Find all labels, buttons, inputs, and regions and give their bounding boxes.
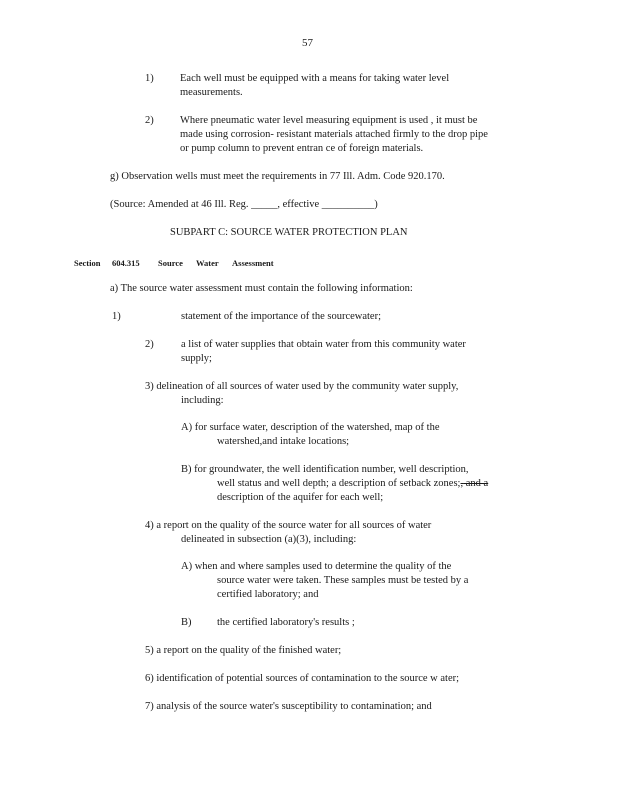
paragraph-line: 7) analysis of the source water's susceptibility to contamination; and [145,701,432,712]
paragraph-line: 4) a report on the quality of the source water for all sources of water [145,520,432,531]
paragraph-line: A) for surface water, description of the watershed, map of the [181,422,440,433]
list-number: 2) [145,339,154,350]
paragraph-line: B) for groundwater, the well identification number, well description, [181,464,469,475]
paragraph-line: or pump column to prevent entran ce of foreign materials. [180,143,424,154]
text-span: well status and well depth; a description of setback zones; [217,478,461,489]
paragraph-line: supply; [181,353,212,364]
paragraph-line: Where pneumatic water level measuring equipment is used , it must be [180,115,478,126]
list-number: B) [181,617,192,628]
paragraph-line: 6) identification of potential sources of contamination to the source w ater; [145,673,460,684]
struck-text: and a [463,478,489,489]
paragraph-line: delineated in subsection (a)(3), including: [181,534,357,545]
source-note: (Source: Amended at 46 Ill. Reg. _____, effective __________) [110,199,378,210]
struck-text: , [460,478,464,489]
paragraph-line: a) The source water assessment must contain the following information: [110,283,413,294]
section-title: Assessment [232,258,274,268]
paragraph-line: Each well must be equipped with a means for taking water level [180,73,450,84]
paragraph-line: A) when and where samples used to determine the quality of the [181,561,452,572]
paragraph-line: certified laboratory; and [217,589,319,600]
paragraph-line: measurements. [180,87,243,98]
list-number: 1) [145,73,154,84]
paragraph-line: made using corrosion- resistant materials attached firmly to the drop pipe [180,129,488,140]
list-number: 2) [145,115,154,126]
paragraph-line [217,477,488,491]
list-number: 1) [112,311,121,322]
paragraph-line: 5) a report on the quality of the finished water; [145,645,342,656]
subpart-heading: SUBPART C: SOURCE WATER PROTECTION PLAN [170,227,408,238]
paragraph-line: the certified laboratory's results ; [217,617,355,628]
paragraph-line: statement of the importance of the sourcewater; [181,311,382,322]
section-number: 604.315 [112,258,140,268]
page-number: 57 [302,37,313,49]
paragraph-line: 3) delineation of all sources of water used by the community water supply, [145,381,459,392]
paragraph-line: watershed,and intake locations; [217,436,350,447]
section-label: Section [74,258,101,268]
paragraph-line: a list of water supplies that obtain water from this community water [181,339,466,350]
paragraph-line: g) Observation wells must meet the requirements in 77 Ill. Adm. Code 920.170. [110,171,445,182]
paragraph-line: including: [181,395,224,406]
paragraph-line: source water were taken. These samples must be tested by a [217,575,469,586]
section-title: Water [196,258,219,268]
paragraph-line: description of the aquifer for each well; [217,492,384,503]
section-title: Source [158,258,183,268]
